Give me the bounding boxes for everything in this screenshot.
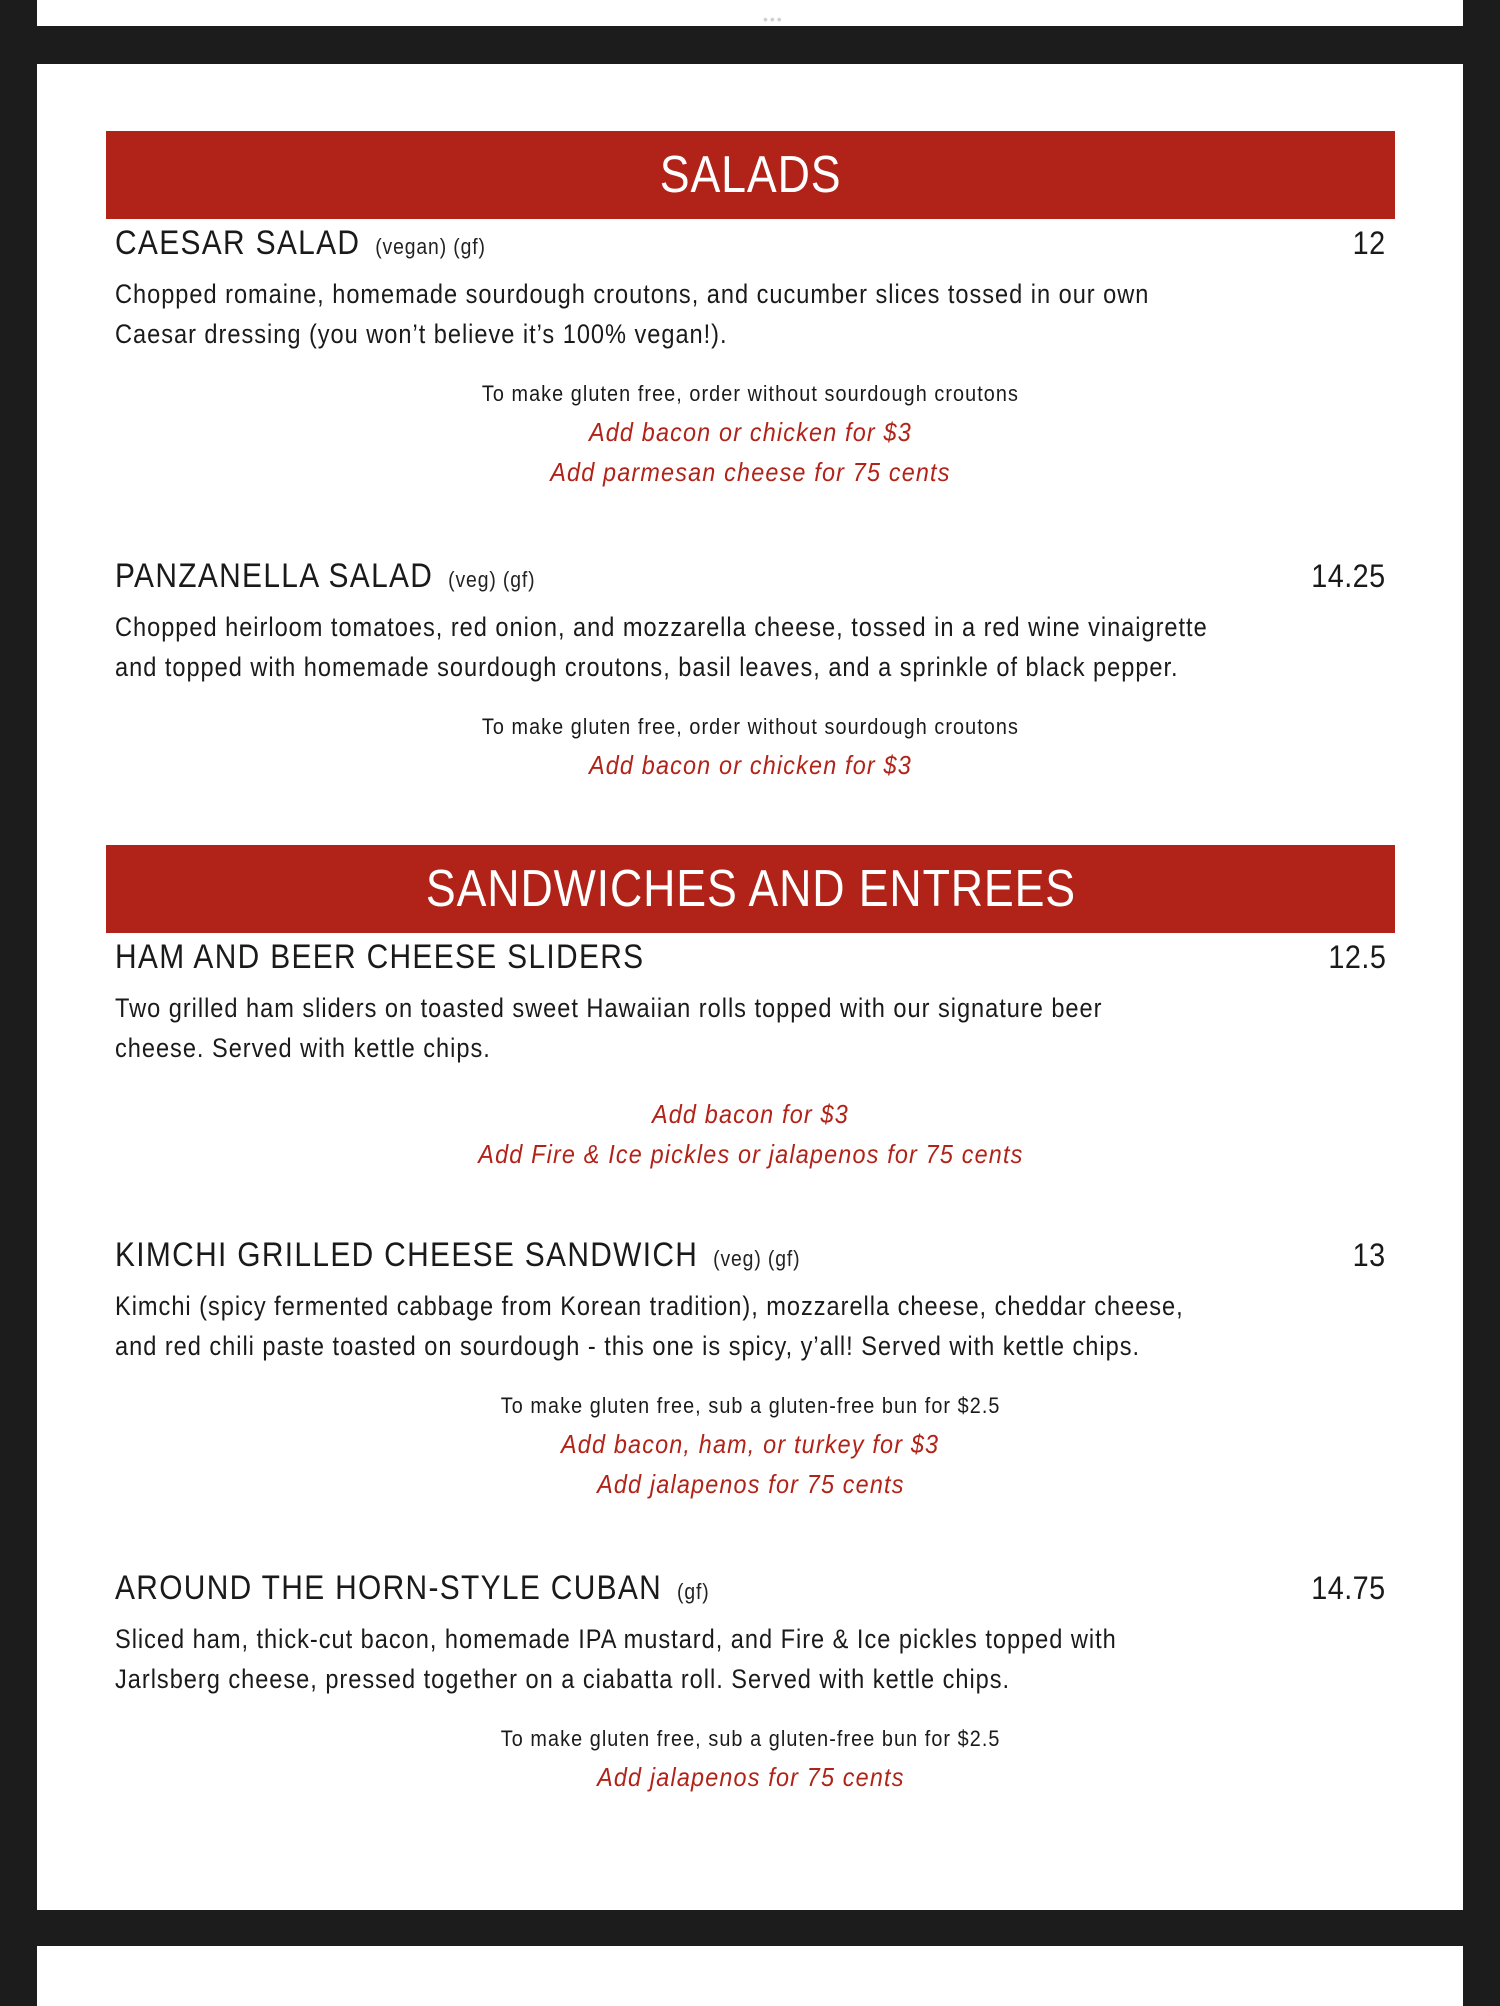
item-description: Two grilled ham sliders on toasted sweet Hawaiian rolls topped with our signature beer cheese. Served with kettle chips.: [115, 993, 1103, 1063]
menu-item-caesar-salad: [115, 224, 1386, 492]
item-name: CAESAR SALAD (vegan) (gf): [115, 224, 486, 262]
section-title: SALADS: [659, 146, 842, 204]
addon-note: Add bacon or chicken for $3: [589, 417, 912, 447]
item-name: AROUND THE HORN-STYLE CUBAN (gf): [115, 1569, 710, 1607]
gluten-free-note: To make gluten free, order without sourdough croutons: [481, 714, 1020, 739]
item-price: 13: [1353, 1237, 1386, 1273]
item-tags: (vegan) (gf): [375, 234, 486, 259]
menu-item-cuban: [115, 1569, 1386, 1797]
addon-note: Add bacon for $3: [652, 1099, 849, 1129]
gluten-free-note: To make gluten free, order without sourdough croutons: [481, 381, 1020, 406]
menu-page: [37, 64, 1463, 1910]
item-price: 12: [1353, 225, 1386, 261]
item-name: HAM AND BEER CHEESE SLIDERS: [115, 938, 645, 976]
addon-note: Add bacon or chicken for $3: [589, 750, 912, 780]
next-page-edge: [37, 1946, 1463, 2006]
section-banner-sandwiches: [106, 845, 1395, 933]
item-description: Chopped heirloom tomatoes, red onion, and mozzarella cheese, tossed in a red wine vinaigrette and topped with homemade sourdough croutons, basil leaves, and a sprinkle of black pepper.: [115, 612, 1208, 682]
addon-note: Add bacon, ham, or turkey for $3: [561, 1429, 940, 1459]
item-price: 14.25: [1311, 558, 1386, 594]
item-tags: (gf): [677, 1579, 710, 1604]
section-title: SANDWICHES AND ENTREES: [425, 860, 1076, 918]
item-notes: [115, 709, 1386, 785]
item-price: 12.5: [1328, 939, 1386, 975]
item-notes: [115, 1388, 1386, 1504]
gluten-free-note: To make gluten free, sub a gluten-free bun for $2.5: [500, 1393, 1001, 1418]
item-name: KIMCHI GRILLED CHEESE SANDWICH (veg) (gf): [115, 1236, 801, 1274]
item-notes: [115, 376, 1386, 492]
menu-item-ham-sliders: [115, 938, 1386, 1174]
addon-note: Add parmesan cheese for 75 cents: [550, 457, 951, 487]
addon-note: Add jalapenos for 75 cents: [596, 1469, 905, 1499]
item-description: Kimchi (spicy fermented cabbage from Korean tradition), mozzarella cheese, cheddar cheese, and red chili paste toasted on sourdough - this one is spicy, y’all! Served with kettle chips.: [115, 1291, 1184, 1361]
item-notes: [115, 1094, 1386, 1174]
gluten-free-note: To make gluten free, sub a gluten-free bun for $2.5: [500, 1726, 1001, 1751]
page-handle-icon[interactable]: •••: [763, 11, 784, 27]
menu-item-kimchi-grilled-cheese: [115, 1236, 1386, 1504]
section-banner-salads: [106, 131, 1395, 219]
menu-item-panzanella-salad: [115, 557, 1386, 785]
addon-note: Add Fire & Ice pickles or jalapenos for 75 cents: [477, 1139, 1024, 1169]
item-name: PANZANELLA SALAD (veg) (gf): [115, 557, 536, 595]
item-tags: (veg) (gf): [713, 1246, 801, 1271]
previous-page-edge: [37, 0, 1463, 26]
addon-note: Add jalapenos for 75 cents: [596, 1762, 905, 1792]
item-description: Sliced ham, thick-cut bacon, homemade IPA mustard, and Fire & Ice pickles topped with Jarlsberg cheese, pressed together on a ciabatta roll. Served with kettle chips.: [115, 1624, 1117, 1694]
item-tags: (veg) (gf): [448, 567, 536, 592]
item-price: 14.75: [1311, 1570, 1386, 1606]
item-description: Chopped romaine, homemade sourdough croutons, and cucumber slices tossed in our own Caesar dressing (you won’t believe it’s 100% vegan!).: [115, 279, 1150, 349]
item-notes: [115, 1721, 1386, 1797]
